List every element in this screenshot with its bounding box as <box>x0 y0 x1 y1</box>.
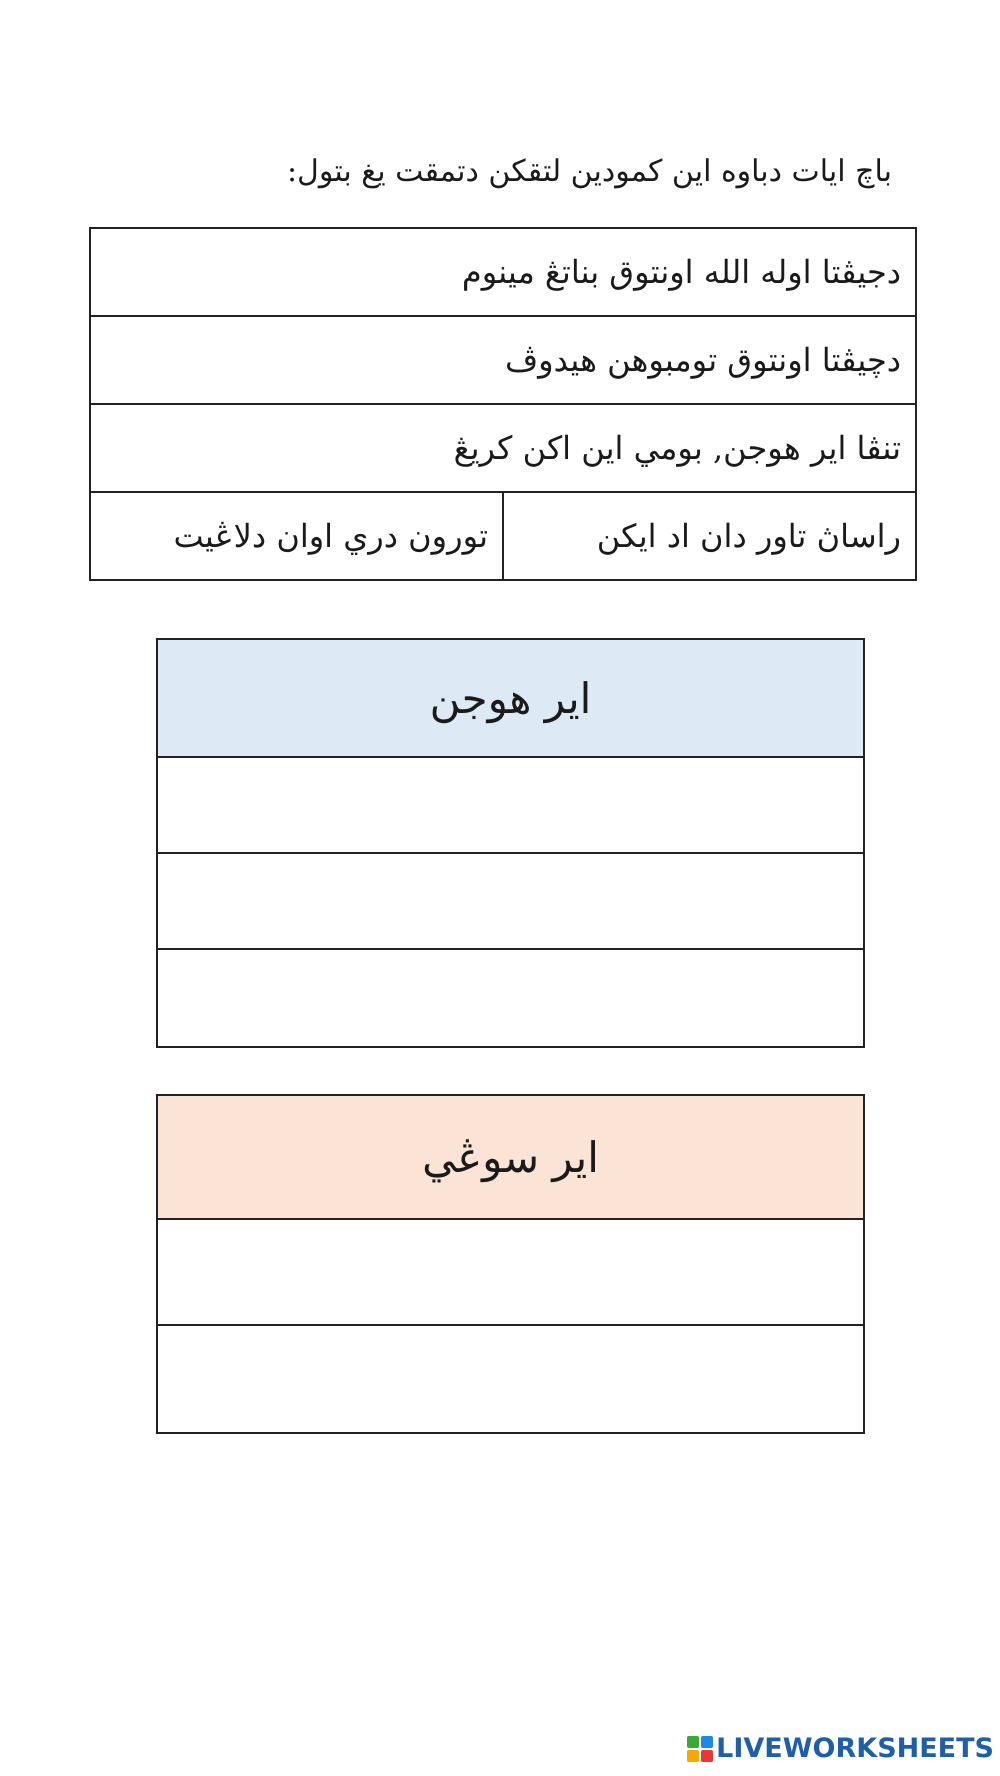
instruction-text: باچ ايات دباوه اين كمودين لتقكن دتمقت يغ بتول: <box>286 154 892 189</box>
river-drop-slot-2[interactable] <box>158 1326 863 1432</box>
rain-drop-slot-3[interactable] <box>158 950 863 1046</box>
word-card[interactable]: راساڽ تاور دان اد ايكن <box>503 492 916 580</box>
liveworksheets-logo-text: LIVEWORKSHEETS <box>716 1733 994 1764</box>
rain-drop-slot-2[interactable] <box>158 854 863 950</box>
word-bank-row <box>90 316 916 404</box>
river-water-box <box>156 1094 865 1434</box>
word-card[interactable]: تورون دري اوان دلاڠيت <box>90 492 503 580</box>
river-drop-slot-1[interactable] <box>158 1220 863 1326</box>
word-bank-row <box>90 404 916 492</box>
river-water-header: اير سوڠي <box>158 1096 863 1220</box>
rain-drop-slot-1[interactable] <box>158 758 863 854</box>
word-bank-row <box>90 228 916 316</box>
word-card[interactable]: دچيڤتا اونتوق تومبوهن هيدوڤ <box>90 316 916 404</box>
liveworksheets-logo-icon <box>687 1736 713 1762</box>
rain-water-header: اير هوجن <box>158 640 863 758</box>
word-bank-table <box>89 227 917 581</box>
word-bank-row <box>90 492 916 580</box>
rain-water-box <box>156 638 865 1048</box>
word-card[interactable]: تنڤا اير هوجن, بومي اين اكن كريڠ <box>90 404 916 492</box>
liveworksheets-brand <box>687 1733 994 1764</box>
word-card[interactable]: دجيڤتا اوله الله اونتوق بناتڠ مينوم <box>90 228 916 316</box>
